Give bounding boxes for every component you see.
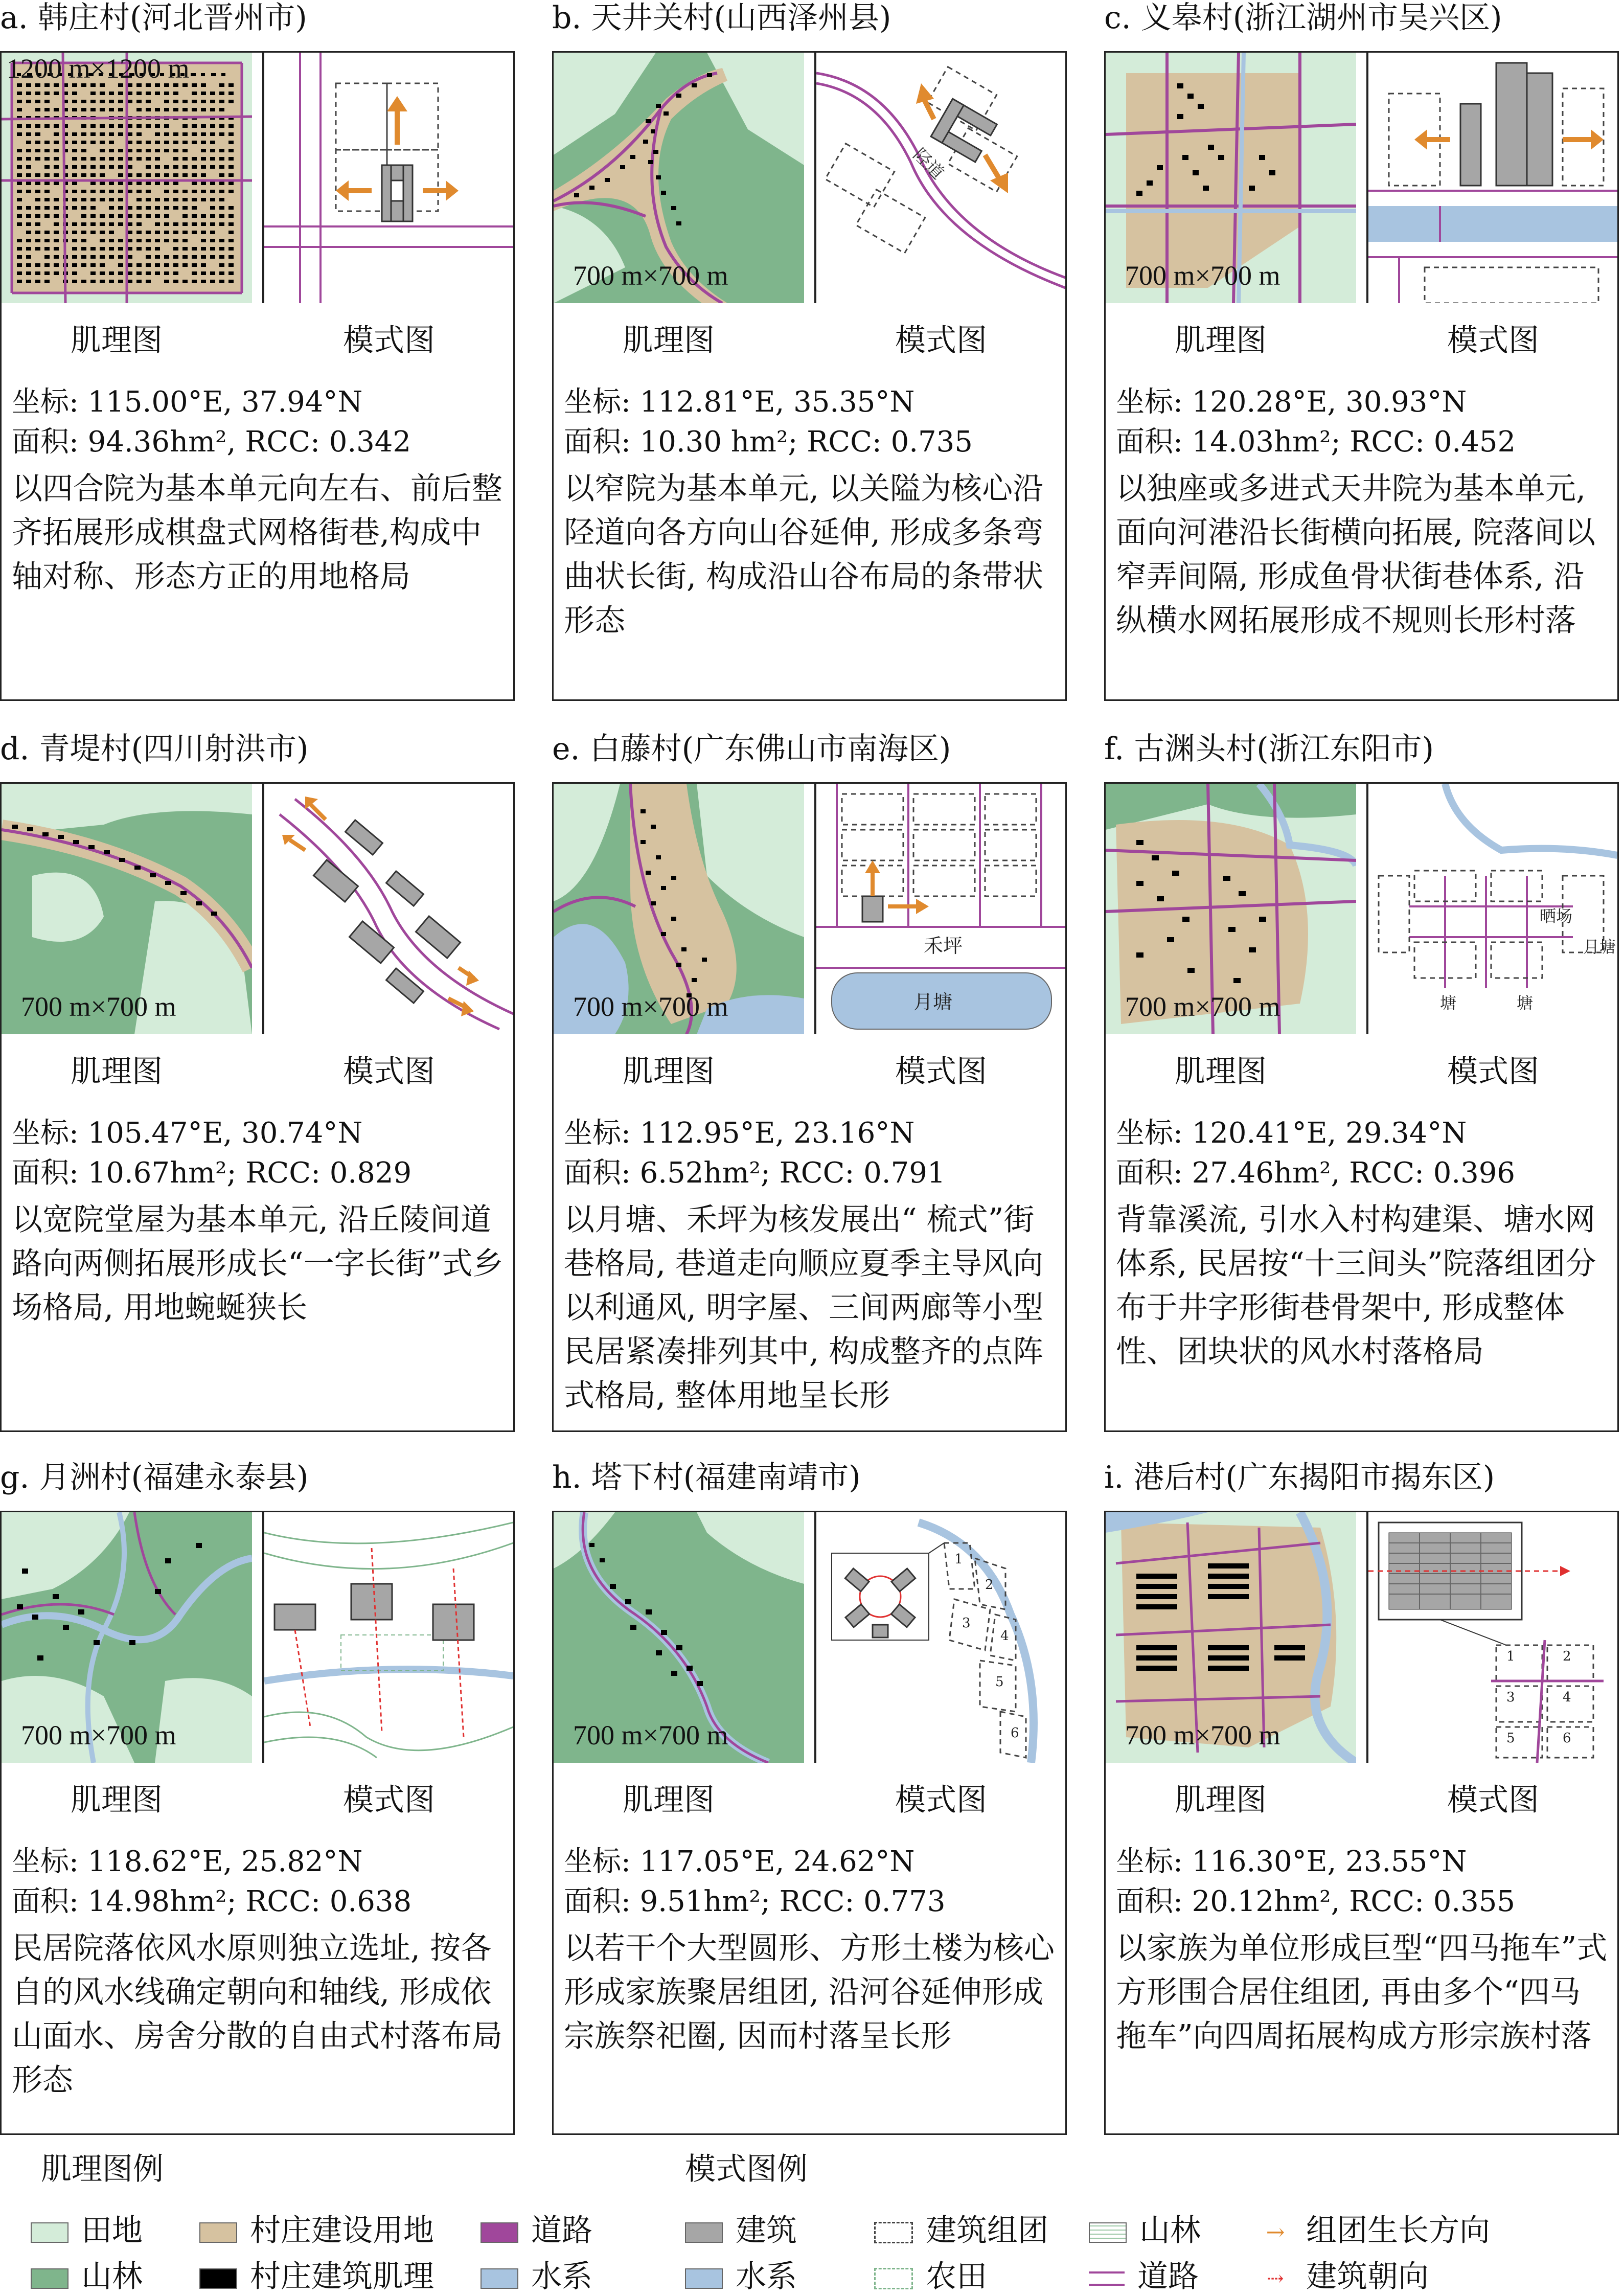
pattern-caption: 模式图: [895, 1054, 987, 1089]
texture-caption: 肌理图: [1175, 323, 1267, 358]
description: 背靠溪流, 引水入村构建渠、塘水网体系, 民居按“十三间头”院落组团分布于井字形街巷骨架中, 形成整体性、团块状的风水村落格局: [1116, 1202, 1596, 1370]
legend-item-growth-direction: → 组团生长方向: [1257, 2206, 1490, 2250]
texture-caption: 肌理图: [71, 1054, 163, 1089]
drying-ground-label: 晒场: [1540, 906, 1573, 926]
field-label: 禾坪: [924, 935, 963, 957]
legend-item-water: 水系: [481, 2252, 592, 2296]
legend-item-building-group: 建筑组团: [874, 2206, 1048, 2250]
legend: [31, 2145, 1615, 2294]
pattern-diagram: [262, 784, 515, 1034]
description: 以月塘、禾坪为核发展出“ 梳式”街巷格局, 巷道走向顺应夏季主导风向以利通风, 明字屋、三间两廊等小型民居紧凑排列其中, 构成整齐的点阵式格局, 整体用地呈长形: [564, 1202, 1044, 1414]
road-label: 陉道: [908, 144, 948, 184]
legend-item-forest: 山林: [31, 2252, 143, 2296]
description: 民居院落依风水原则独立选址, 按各自的风水线确定朝向和轴线, 形成依山面水、房舍分散的自由式村落布局形态: [12, 1930, 502, 2098]
texture-caption: 肌理图: [1175, 1782, 1267, 1818]
svg-text:5: 5: [995, 1674, 1004, 1690]
legend-item-orientation: ⇢ 建筑朝向: [1257, 2252, 1429, 2296]
panel-title: a. 韩庄村(河北晋州市): [0, 0, 307, 36]
texture-map: [2, 784, 252, 1034]
pattern-diagram: [262, 53, 515, 303]
panel-i: [1104, 1460, 1618, 2140]
texture-map: [554, 784, 804, 1034]
description: 以四合院为基本单元向左右、前后整齐拓展形成棋盘式网格街巷,构成中轴对称、形态方正的用地格局: [12, 471, 502, 595]
pattern-diagram: [814, 53, 1067, 303]
pattern-diagram: [1366, 53, 1619, 303]
scale-label: 700 m×700 m: [573, 1720, 728, 1751]
pattern-diagram: [814, 1512, 1067, 1763]
scale-label: 700 m×700 m: [1125, 991, 1280, 1022]
coordinates: 坐标: 118.62°E, 25.82°N 面积: 14.98hm²; RCC: 0.638: [12, 1845, 412, 1918]
legend-item-build-land: 村庄建设用地: [199, 2206, 434, 2250]
pond-label: 月塘: [1583, 937, 1616, 957]
pond-label-2: 塘: [1440, 993, 1457, 1013]
texture-caption: 肌理图: [71, 323, 163, 358]
coordinates: 坐标: 105.47°E, 30.74°N 面积: 10.67hm²; RCC: 0.829: [12, 1117, 412, 1190]
pattern-caption: 模式图: [1447, 1782, 1539, 1818]
svg-text:2: 2: [1563, 1649, 1571, 1664]
panel-box: [1104, 1511, 1619, 2135]
panel-b: [552, 0, 1066, 703]
texture-map: [1106, 53, 1356, 303]
panel-box: [0, 1511, 515, 2135]
panel-box: [552, 1511, 1067, 2135]
description: 以窄院为基本单元, 以关隘为核心沿陉道向各方向山谷延伸, 形成多条弯曲状长街, 构成沿山谷布局的条带状形态: [564, 471, 1044, 639]
coordinates: 坐标: 120.41°E, 29.34°N 面积: 27.46hm², RCC: 0.396: [1116, 1117, 1516, 1190]
coordinates: 坐标: 120.28°E, 30.93°N 面积: 14.03hm²; RCC: 0.452: [1116, 385, 1516, 459]
coordinates: 坐标: 112.95°E, 23.16°N 面积: 6.52hm²; RCC: 0.791: [564, 1117, 946, 1190]
panel-e: [552, 731, 1066, 1434]
legend-item-road-pattern: 道路: [1089, 2252, 1199, 2296]
panel-title: b. 天井关村(山西泽州县): [552, 0, 891, 36]
panel-h: [552, 1460, 1066, 2140]
scale-label: 700 m×700 m: [573, 991, 728, 1022]
panel-box: [0, 51, 515, 701]
panel-box: [552, 51, 1067, 701]
panel-box: [1104, 51, 1619, 701]
panel-f: [1104, 731, 1618, 1434]
panel-title: c. 义皋村(浙江湖州市吴兴区): [1104, 0, 1502, 36]
scale-label: 700 m×700 m: [1125, 1720, 1280, 1751]
texture-caption: 肌理图: [623, 1054, 715, 1089]
panel-title: i. 港后村(广东揭阳市揭东区): [1104, 1460, 1495, 1495]
scale-label: 700 m×700 m: [21, 991, 176, 1022]
svg-text:4: 4: [1563, 1690, 1571, 1705]
pattern-caption: 模式图: [343, 1782, 435, 1818]
description: 以宽院堂屋为基本单元, 沿丘陵间道路向两侧拓展形成长“一字长街”式乡场格局, 用地蜿蜒狭长: [12, 1202, 504, 1326]
legend-item-water-pattern: 水系: [685, 2252, 797, 2296]
pond-label-3: 塘: [1517, 993, 1534, 1013]
pattern-diagram: [1366, 784, 1619, 1034]
legend-item-field: 田地: [31, 2206, 143, 2250]
panel-g: [0, 1460, 514, 2140]
panel-c: [1104, 0, 1618, 703]
scale-label: 700 m×700 m: [573, 260, 728, 291]
legend-item-farmland: 农田: [874, 2252, 987, 2296]
pattern-legend-title: 模式图例: [685, 2151, 808, 2187]
scale-label: 700 m×700 m: [1125, 260, 1280, 291]
pattern-diagram: [262, 1512, 515, 1763]
description: 以若干个大型圆形、方形土楼为核心形成家族聚居组团, 沿河谷延伸形成宗族祭祀圈, 因而村落呈长形: [564, 1930, 1055, 2054]
panel-title: d. 青堤村(四川射洪市): [0, 731, 309, 767]
panel-title: g. 月洲村(福建永泰县): [0, 1460, 309, 1495]
svg-text:1: 1: [1506, 1649, 1515, 1664]
svg-text:6: 6: [1563, 1731, 1571, 1746]
svg-text:6: 6: [1011, 1725, 1019, 1741]
coordinates: 坐标: 115.00°E, 37.94°N 面积: 94.36hm², RCC: 0.342: [12, 385, 411, 459]
pond-label: 月塘: [913, 991, 953, 1013]
texture-map: [1106, 784, 1356, 1034]
svg-text:5: 5: [1506, 1731, 1515, 1746]
coordinates: 坐标: 117.05°E, 24.62°N 面积: 9.51hm²; RCC: 0.773: [564, 1845, 946, 1918]
panel-title: f. 古渊头村(浙江东阳市): [1104, 731, 1434, 767]
svg-text:2: 2: [985, 1577, 994, 1593]
panel-title: h. 塔下村(福建南靖市): [552, 1460, 861, 1495]
texture-legend-title: 肌理图例: [41, 2151, 164, 2187]
svg-text:1: 1: [954, 1552, 963, 1567]
pattern-diagram: [814, 784, 1067, 1034]
coordinates: 坐标: 116.30°E, 23.55°N 面积: 20.12hm², RCC: 0.355: [1116, 1845, 1516, 1918]
panel-title: e. 白藤村(广东佛山市南海区): [552, 731, 951, 767]
pattern-caption: 模式图: [895, 1782, 987, 1818]
pattern-caption: 模式图: [1447, 323, 1539, 358]
texture-map: [1106, 1512, 1356, 1763]
texture-map: [2, 53, 252, 303]
legend-item-building: 建筑: [685, 2206, 797, 2250]
panel-box: [552, 782, 1067, 1432]
panel-box: [0, 782, 515, 1432]
texture-caption: 肌理图: [623, 1782, 715, 1818]
panel-a: [0, 0, 514, 703]
scale-label: 1200 m×1200 m: [7, 53, 190, 84]
texture-map: [554, 1512, 804, 1763]
svg-text:3: 3: [1506, 1690, 1515, 1705]
texture-caption: 肌理图: [623, 323, 715, 358]
legend-item-mountain: 山林: [1089, 2206, 1201, 2250]
pattern-caption: 模式图: [1447, 1054, 1539, 1089]
texture-caption: 肌理图: [1175, 1054, 1267, 1089]
description: 以独座或多进式天井院为基本单元, 面向河港沿长街横向拓展, 院落间以窄弄间隔, 形成鱼骨状街巷体系, 沿纵横水网拓展形成不规则长形村落: [1116, 471, 1596, 639]
pattern-caption: 模式图: [343, 1054, 435, 1089]
legend-item-building-texture: 村庄建筑肌理: [199, 2252, 434, 2296]
coordinates: 坐标: 112.81°E, 35.35°N 面积: 10.30 hm²; RCC: 0.735: [564, 385, 973, 459]
svg-text:3: 3: [962, 1616, 971, 1631]
legend-item-road: 道路: [481, 2206, 592, 2250]
panel-d: [0, 731, 514, 1434]
texture-map: [554, 53, 804, 303]
description: 以家族为单位形成巨型“四马拖车”式方形围合居住组团, 再由多个“四马拖车”向四周拓展构成方形宗族村落: [1116, 1930, 1608, 2054]
svg-text:4: 4: [1000, 1628, 1009, 1644]
panel-box: [1104, 782, 1619, 1432]
scale-label: 700 m×700 m: [21, 1720, 176, 1751]
pattern-diagram: [1366, 1512, 1619, 1763]
pattern-caption: 模式图: [343, 323, 435, 358]
texture-caption: 肌理图: [71, 1782, 163, 1818]
texture-map: [2, 1512, 252, 1763]
pattern-caption: 模式图: [895, 323, 987, 358]
